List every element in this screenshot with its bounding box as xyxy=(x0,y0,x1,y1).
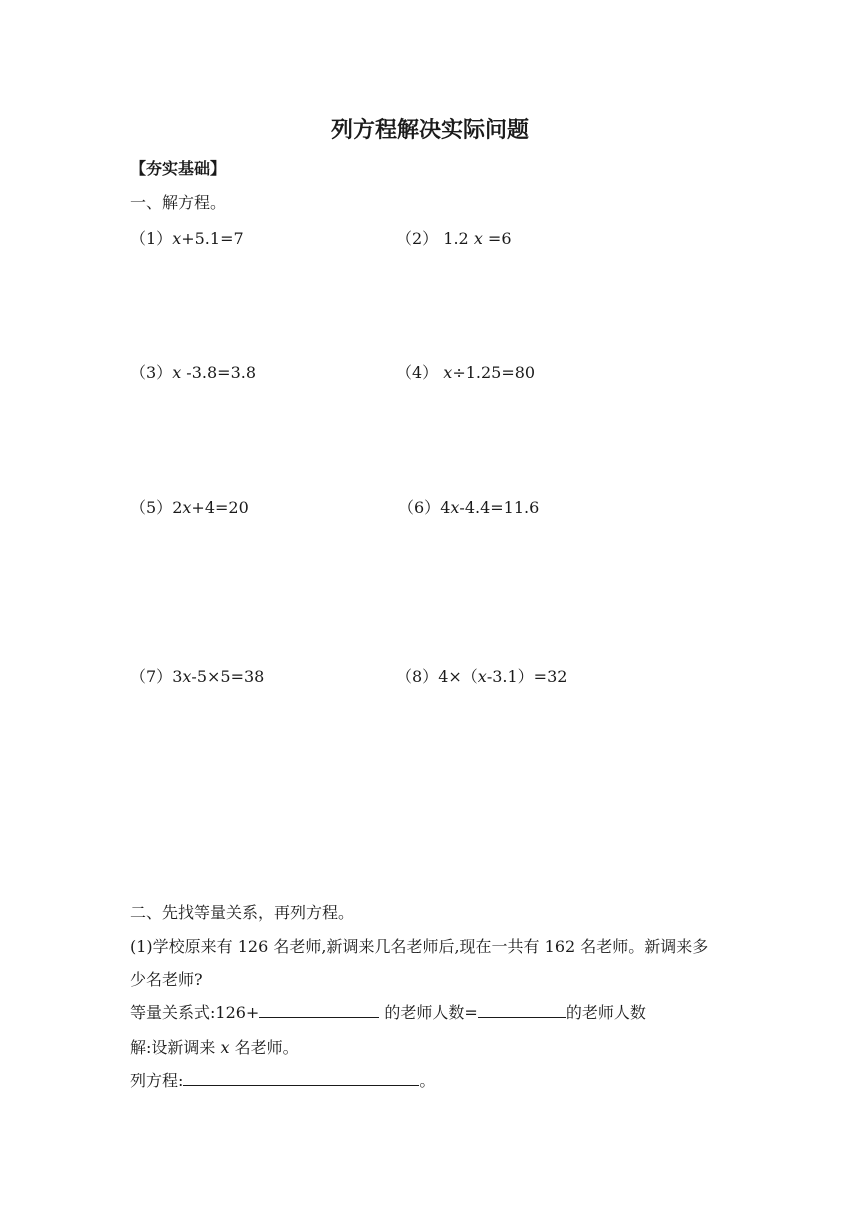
equation-rest: =6 xyxy=(482,229,512,248)
equation-rest: -3.1）=32 xyxy=(486,667,568,686)
relation-middle: 的老师人数= xyxy=(379,1003,478,1022)
equation-rest: -4.4=11.6 xyxy=(459,498,540,517)
equation-prefix: 2 xyxy=(172,498,183,517)
relation-prefix: 等量关系式:126+ xyxy=(130,1003,260,1022)
equation-rest: +5.1=7 xyxy=(181,229,244,248)
equation-1 xyxy=(130,226,244,249)
equation-variable: x xyxy=(477,667,487,686)
equation-number: （2） xyxy=(396,229,439,248)
part1-heading: 一、解方程。 xyxy=(130,193,227,212)
equation-variable: x xyxy=(443,363,453,382)
equation-number: （1） xyxy=(130,229,173,248)
equation-variable: x xyxy=(473,229,483,248)
equation-5 xyxy=(130,495,249,518)
equation-2 xyxy=(396,226,512,249)
equation-prefix: 4×（ xyxy=(438,667,478,686)
part2-heading: 二、先找等量关系，再列方程。 xyxy=(130,903,355,922)
equation-prefix: 3 xyxy=(172,667,183,686)
equation-variable: x xyxy=(172,363,182,382)
relation-blank-1[interactable] xyxy=(259,1003,379,1018)
equation-3 xyxy=(130,360,256,383)
solution-line xyxy=(130,1035,299,1058)
page-title: 列方程解决实际问题 xyxy=(330,117,529,143)
solution-prefix: 解:设新调来 xyxy=(130,1038,221,1057)
relation-blank-2[interactable] xyxy=(478,1003,566,1018)
equation-prefix: 4 xyxy=(440,498,451,517)
equation-line xyxy=(130,1068,435,1091)
relation-line xyxy=(130,1000,646,1023)
solution-variable: x xyxy=(220,1038,230,1057)
equation-6 xyxy=(398,495,539,518)
equation-variable: x xyxy=(182,498,192,517)
equation-variable: x xyxy=(450,498,460,517)
question-1-line-2: 少名老师? xyxy=(130,970,203,989)
relation-suffix: 的老师人数 xyxy=(565,1003,646,1022)
solution-suffix: 名老师。 xyxy=(229,1038,299,1057)
equation-rest: -3.8=3.8 xyxy=(181,363,257,382)
equation-number: （8） xyxy=(396,667,439,686)
equation-variable: x xyxy=(182,667,192,686)
equation-7 xyxy=(130,664,264,687)
equation-4 xyxy=(396,360,535,383)
equation-variable: x xyxy=(172,229,182,248)
equation-rest: +4=20 xyxy=(191,498,249,517)
equation-number: （6） xyxy=(398,498,441,517)
equation-rest: -5×5=38 xyxy=(191,667,265,686)
equation-number: （7） xyxy=(130,667,173,686)
equation-8 xyxy=(396,664,567,687)
equation-number: （4） xyxy=(396,363,439,382)
equation-rest: ÷1.25=80 xyxy=(452,363,536,382)
equation-number: （3） xyxy=(130,363,173,382)
equation-blank[interactable] xyxy=(183,1071,419,1086)
equation-end: 。 xyxy=(419,1071,436,1090)
equation-label: 列方程: xyxy=(130,1071,184,1090)
section-heading: 【夯实基础】 xyxy=(130,159,227,178)
question-1-line-1: (1)学校原来有 126 名老师,新调来几名老师后,现在一共有 162 名老师。新调来多 xyxy=(130,937,709,956)
equation-prefix: 1.2 xyxy=(438,229,474,248)
equation-number: （5） xyxy=(130,498,173,517)
